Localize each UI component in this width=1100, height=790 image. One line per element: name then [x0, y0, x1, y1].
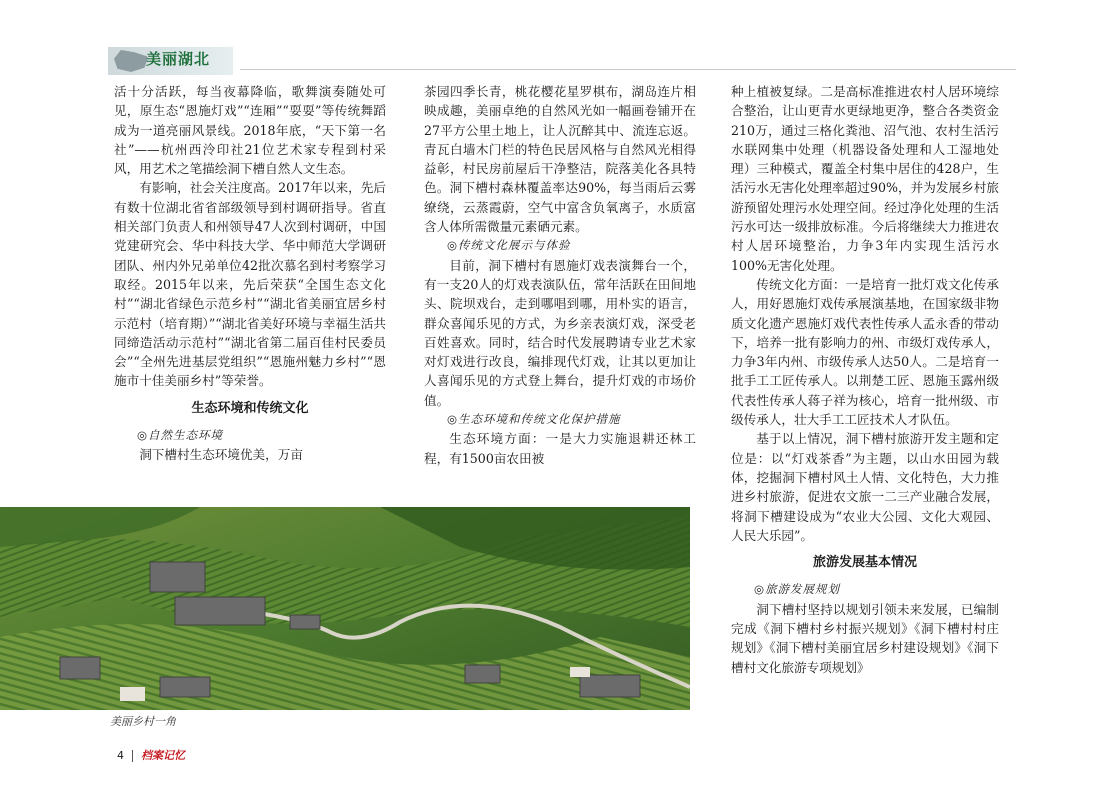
section-heading: 旅游发展基本情况: [812, 555, 917, 571]
subsection-heading: ◎传统文化展示与体验: [447, 238, 571, 253]
photo-caption: 美丽乡村一角: [110, 715, 176, 728]
paragraph: 传统文化方面：一是培育一批灯戏文化传承人，用好恩施灯戏传承展演基地，在国家级非物质文化遗产恩施灯戏代表性传承人孟永香的带动下，培养一批有影响力的州、市级灯戏传承人，力争3年内州、市级传承人达50人。二是培育一批手工工匠传承人。以荆楚工匠、恩施玉露州级代表性传承人蒋子祥为核心，培育一批州级、市级传承人，壮大手工工匠技术人才队伍。: [731, 276, 999, 428]
subsection-heading: ◎旅游发展规划: [754, 582, 841, 597]
page-footer: [117, 747, 185, 763]
subsection-heading: ◎生态环境和传统文化保护措施: [447, 412, 621, 427]
village-aerial-photo: [0, 507, 690, 710]
footer-divider: [132, 750, 133, 762]
section-title: 美丽湖北: [146, 50, 211, 68]
paragraph: 茶园四季长青，桃花樱花星罗棋布，湖岛连片相映成趣，美丽卓绝的自然风光如一幅画卷铺开在27平方公里土地上，让人沉醉其中、流连忘返。青瓦白墙木门栏的特色民居风格与自然风光相得益彰，村民房前屋后干净整洁，院落美化各具特色。洞下槽村森林覆盖率达90%，每当雨后云雾缭绕，云蒸霞蔚，空气中富含负氧离子，水质富含人体所需微量元素硒元素。: [424, 84, 696, 235]
paragraph: 有影响，社会关注度高。2017年以来，先后有数十位湖北省省部级领导到村调研指导。省直相关部门负责人和州领导47人次到村调研，中国党建研究会、华中科技大学、华中师范大学调研团队、州内外兄弟单位42批次慕名到村考察学习取经。2015年以来，先后荣获“全国生态文化村”“湖北省绿色示范乡村”“湖北省美丽宜居乡村示范村（培育期）”“湖北省美好环境与幸福生活共同缔造活动示范村”“湖北省第二届百佳村民委员会”“全州先进基层党组织”“恩施州魅力乡村”“恩施市十佳美丽乡村”等荣誉。: [114, 180, 386, 389]
paragraph: 目前，洞下槽村有恩施灯戏表演舞台一个，有一支20人的灯戏表演队伍，常年活跃在田间地头、院坝戏台，走到哪唱到哪，用朴实的语言，群众喜闻乐见的方式，为乡亲表演灯戏，深受老百姓喜欢。同时，结合时代发展聘请专业艺术家对灯戏进行改良，编排现代灯戏，让其以更加让人喜闻乐见的方式登上舞台，提升灯戏的市场价值。: [424, 257, 696, 408]
publication-name: 档案记忆: [141, 749, 185, 762]
column-3: [731, 82, 999, 677]
column-1: [114, 82, 386, 465]
paragraph: 洞下槽村坚持以规划引领未来发展，已编制完成《洞下槽村乡村振兴规划》《洞下槽村村庄规划》《洞下槽村美丽宜居乡村建设规划》《洞下槽村文化旅游专项规划》: [731, 601, 999, 675]
paragraph: 活十分活跃，每当夜幕降临，歌舞演奏随处可见，原生态“恩施灯戏”“连厢”“耍耍”等传统舞蹈成为一道亮丽风景线。2018年底，“天下第一名社”——杭州西泠印社21位艺术家专程到村采风，用艺术之笔描绘洞下槽自然人文生态。: [114, 84, 386, 177]
column-2: [424, 82, 696, 468]
section-heading: 生态环境和传统文化: [191, 400, 309, 416]
paragraph: 基于以上情况，洞下槽村旅游开发主题和定位是：以“灯戏茶香”为主题，以山水田园为载体，挖掘洞下槽村风土人情、文化特色，大力推进乡村旅游，促进农文旅一二三产业融合发展，将洞下槽建设成为“农业大公园、文化大观园、人民大乐园”。: [731, 431, 999, 543]
paragraph: 洞下槽村生态环境优美，万亩: [139, 447, 303, 463]
paragraph: 生态环境方面：一是大力实施退耕还林工程，有1500亩农田被: [424, 431, 696, 466]
header-divider: [240, 69, 1016, 70]
paragraph: 种上植被复绿。二是高标准推进农村人居环境综合整治，让山更青水更绿地更净，整合各类资金210万，通过三格化粪池、沼气池、农村生活污水联网集中处理（机器设备处理和人工湿地处理）三种模式，覆盖全村集中居住的428户，生活污水无害化处理率超过90%，并为发展乡村旅游预留处理污水处理空间。经过净化处理的生活污水可达一级排放标准。今后将继续大力推进农村人居环境整治，力争3年内实现生活污水100%无害化处理。: [731, 84, 999, 273]
subsection-heading: ◎自然生态环境: [137, 428, 224, 443]
page-number: 4: [117, 749, 124, 762]
